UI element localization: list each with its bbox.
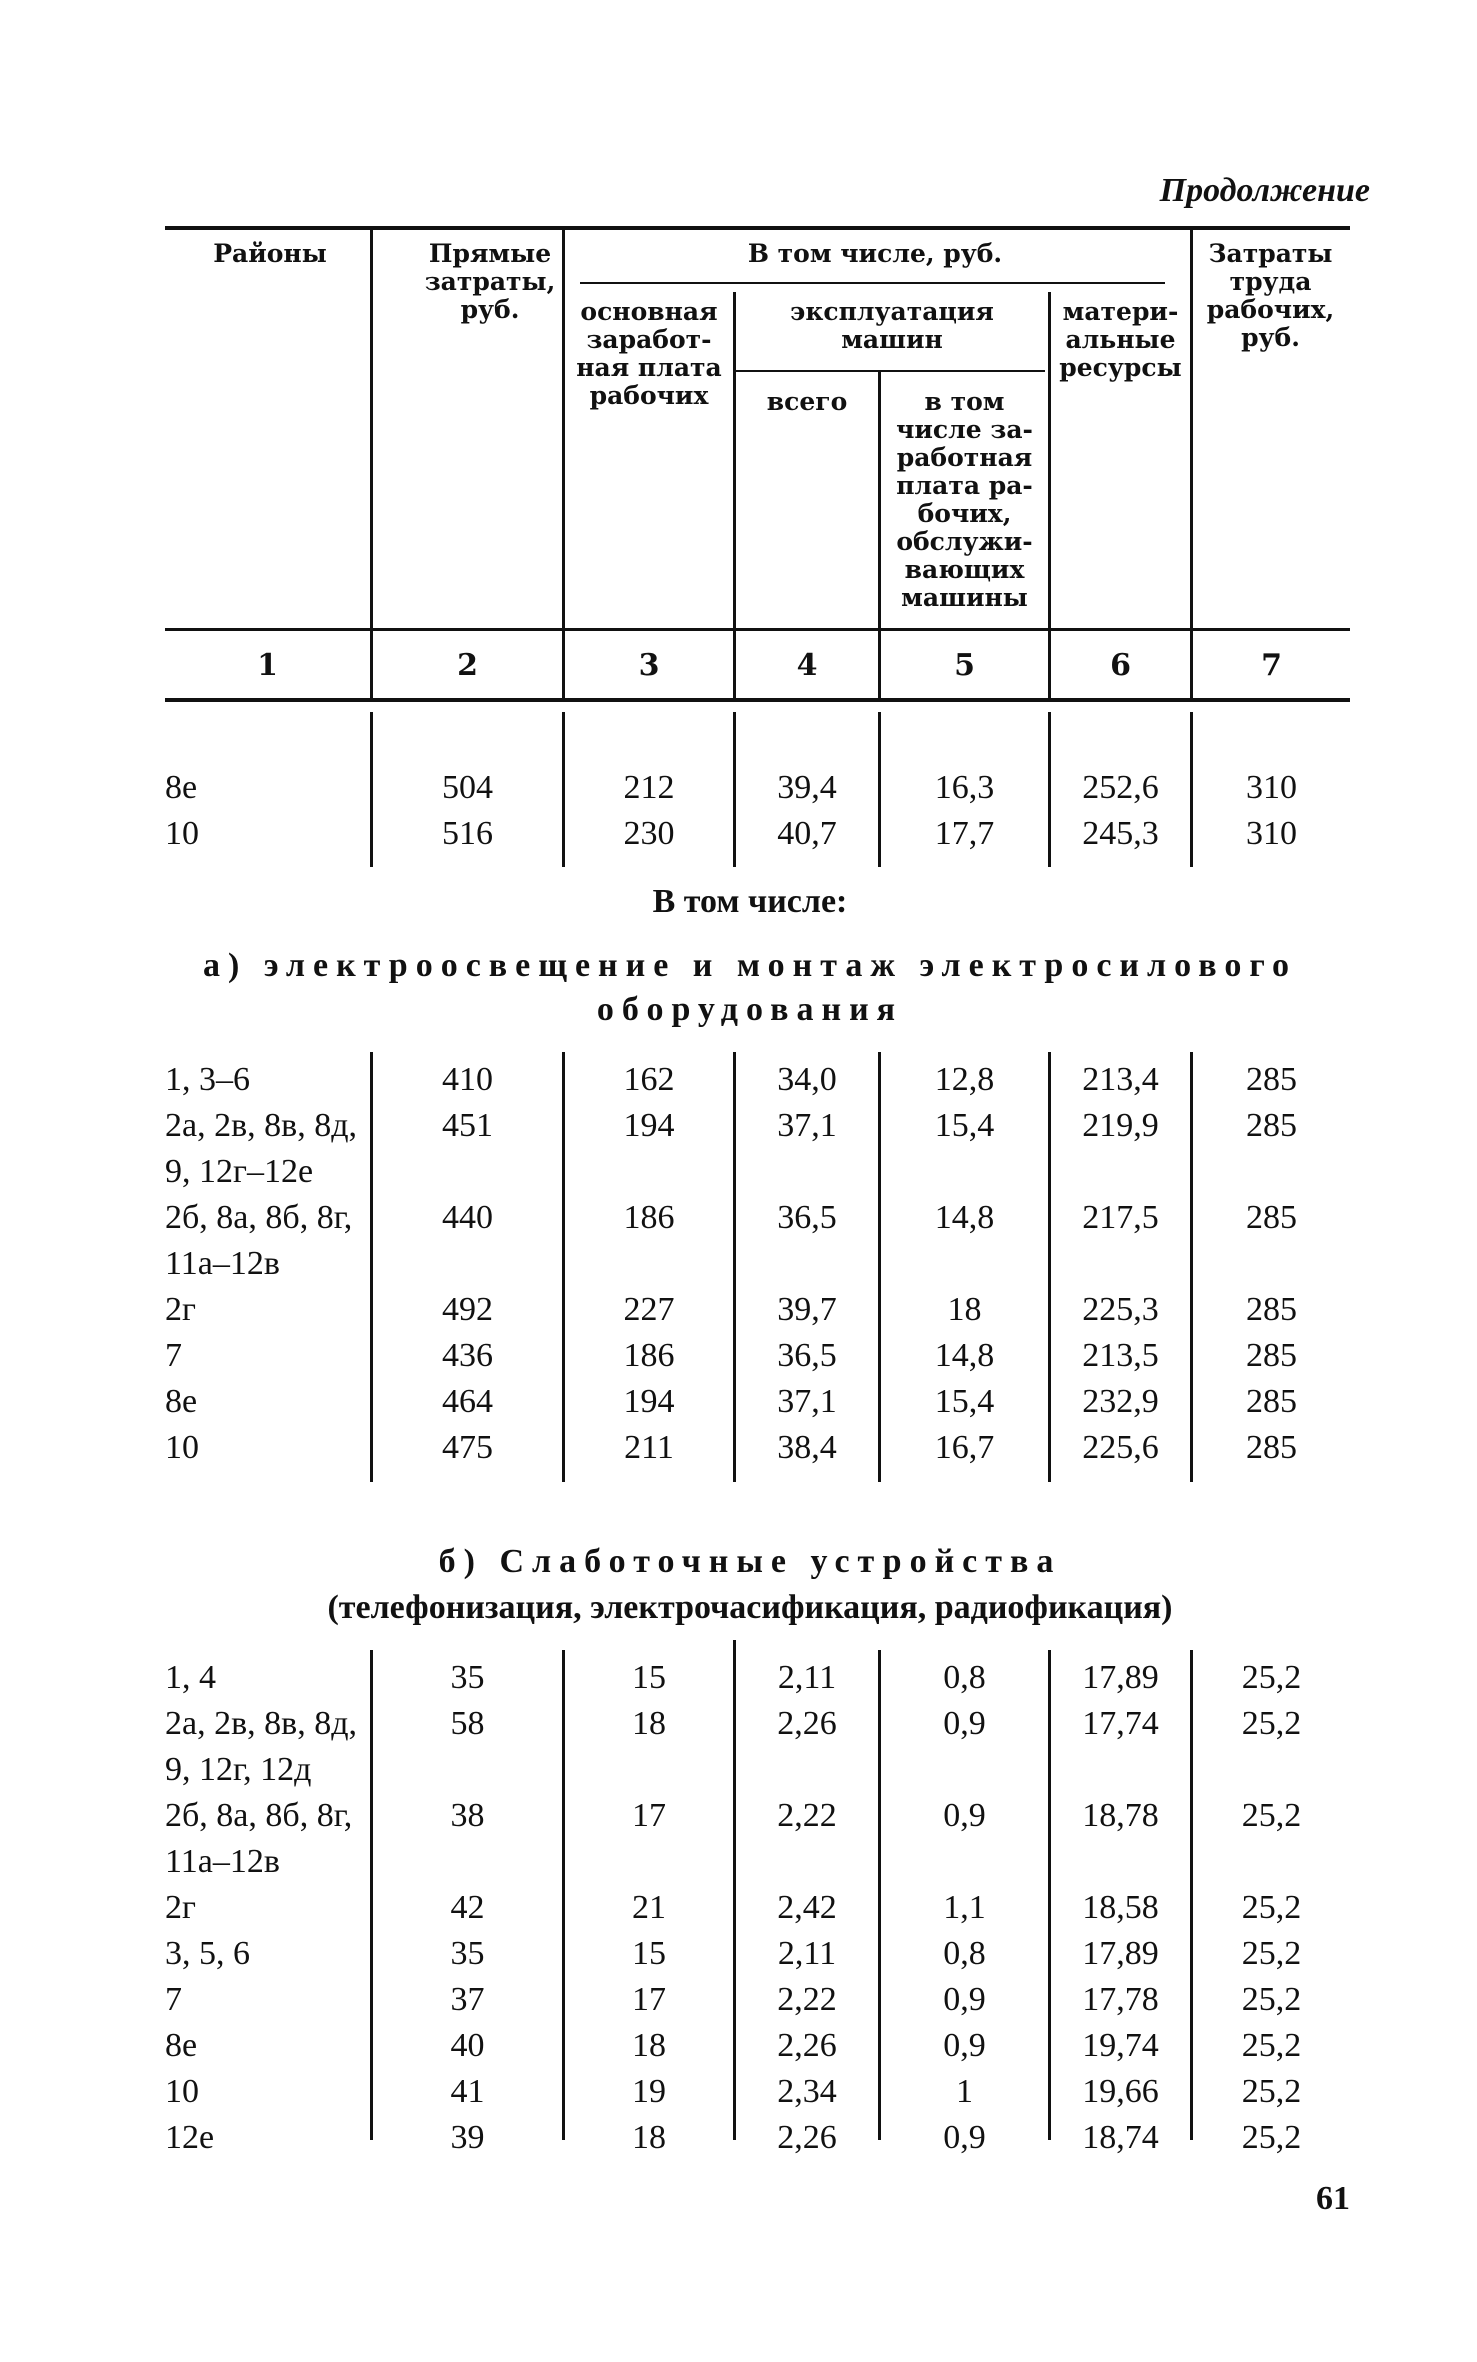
col-number-3: 3 bbox=[638, 648, 660, 683]
header-col-5: в том числе за- работная плата ра- бочих, обслужи- вающих машины bbox=[896, 387, 1033, 612]
header-group: В том числе, руб. bbox=[747, 239, 1003, 268]
b-row-5-col-6: 18,58 bbox=[1082, 1889, 1159, 1926]
b-row-8-col-5: 0,9 bbox=[943, 2027, 986, 2064]
a-row-5-col-5: 18 bbox=[947, 1291, 982, 1328]
b-row-9-col-3: 19 bbox=[632, 2073, 666, 2110]
a-row-8-col-3: 211 bbox=[624, 1429, 674, 1466]
b-row-9-col-4: 2,34 bbox=[777, 2073, 837, 2110]
b-row-5-col-4: 2,42 bbox=[777, 1889, 837, 1926]
b-row-7-col-5: 0,9 bbox=[943, 1981, 986, 2018]
a-row-3-col-3: 186 bbox=[623, 1199, 675, 1236]
a-row-6-col-3: 186 bbox=[623, 1337, 675, 1374]
a-row-1-col-1: 2а, 2в, 8в, 8д, bbox=[165, 1107, 357, 1144]
top-row-0-col-7: 310 bbox=[1246, 769, 1297, 806]
col-number-2: 2 bbox=[457, 648, 478, 683]
header-divider-1 bbox=[370, 228, 373, 700]
b-row-10-col-5: 0,9 bbox=[943, 2119, 986, 2156]
a-row-8-col-4: 38,4 bbox=[777, 1429, 837, 1466]
b-row-0-col-2: 35 bbox=[450, 1659, 485, 1696]
a-row-8-col-1: 10 bbox=[165, 1429, 199, 1466]
b-row-7-col-6: 17,78 bbox=[1082, 1981, 1159, 2018]
a-row-7-col-1: 8е bbox=[165, 1383, 198, 1420]
b-row-3-col-1: 2б, 8а, 8б, 8г, bbox=[165, 1797, 353, 1834]
b-row-3-col-4: 2,22 bbox=[777, 1797, 837, 1834]
top-row-0-col-4: 39,4 bbox=[777, 769, 837, 806]
b-row-7-col-4: 2,22 bbox=[777, 1981, 837, 2018]
subtitle: В том числе: bbox=[652, 883, 848, 920]
a-row-6-col-5: 14,8 bbox=[934, 1337, 995, 1374]
a-row-0-col-4: 34,0 bbox=[777, 1061, 837, 1098]
b-row-1-col-4: 2,26 bbox=[777, 1705, 837, 1742]
b-row-5-col-3: 21 bbox=[632, 1889, 666, 1926]
numbers-bottom-rule bbox=[165, 698, 1350, 702]
b-row-8-col-6: 19,74 bbox=[1082, 2027, 1159, 2064]
a-row-2-col-1: 9, 12г–12е bbox=[165, 1153, 314, 1190]
a-row-1-col-2: 451 bbox=[442, 1107, 493, 1144]
a-row-7-col-7: 285 bbox=[1246, 1383, 1297, 1420]
b-row-6-col-7: 25,2 bbox=[1241, 1935, 1302, 1972]
b-row-5-col-2: 42 bbox=[450, 1889, 485, 1926]
top-row-1-col-5: 17,7 bbox=[934, 815, 995, 852]
b-row-8-col-3: 18 bbox=[632, 2027, 666, 2064]
a-row-0-col-2: 410 bbox=[442, 1061, 493, 1098]
b-row-8-col-1: 8е bbox=[165, 2027, 198, 2064]
a-row-5-col-6: 225,3 bbox=[1082, 1291, 1159, 1328]
b-row-10-col-1: 12е bbox=[165, 2119, 215, 2156]
a-row-8-col-7: 285 bbox=[1246, 1429, 1297, 1466]
b-row-8-col-7: 25,2 bbox=[1241, 2027, 1302, 2064]
a-row-6-col-1: 7 bbox=[165, 1337, 182, 1374]
a-row-0-col-1: 1, 3–6 bbox=[165, 1061, 250, 1098]
a-row-7-col-4: 37,1 bbox=[777, 1383, 837, 1420]
b-row-9-col-5: 1 bbox=[956, 2073, 973, 2110]
a-row-1-col-5: 15,4 bbox=[934, 1107, 995, 1144]
b-row-1-col-6: 17,74 bbox=[1082, 1705, 1159, 1742]
a-row-1-col-4: 37,1 bbox=[777, 1107, 837, 1144]
header-machines-group: эксплуатация машин bbox=[790, 297, 994, 354]
top-row-1-col-7: 310 bbox=[1246, 815, 1297, 852]
a-row-8-col-2: 475 bbox=[442, 1429, 493, 1466]
top-row-1-col-2: 516 bbox=[442, 815, 493, 852]
a-row-3-col-2: 440 bbox=[442, 1199, 493, 1236]
b-row-5-col-7: 25,2 bbox=[1241, 1889, 1302, 1926]
a-row-5-col-3: 227 bbox=[623, 1291, 675, 1328]
top-row-0-col-1: 8е bbox=[165, 769, 198, 806]
a-row-6-col-6: 213,5 bbox=[1082, 1337, 1159, 1374]
b-row-6-col-3: 15 bbox=[632, 1935, 666, 1972]
b-row-3-col-6: 18,78 bbox=[1082, 1797, 1159, 1834]
b-row-6-col-1: 3, 5, 6 bbox=[165, 1935, 250, 1972]
b-row-1-col-3: 18 bbox=[632, 1705, 666, 1742]
b-row-9-col-7: 25,2 bbox=[1241, 2073, 1302, 2110]
b-row-9-col-2: 41 bbox=[450, 2073, 485, 2110]
a-row-7-col-3: 194 bbox=[623, 1383, 675, 1420]
b-row-7-col-3: 17 bbox=[632, 1981, 666, 2018]
top-row-1-col-6: 245,3 bbox=[1082, 815, 1159, 852]
b-row-9-col-1: 10 bbox=[165, 2073, 199, 2110]
a-row-8-col-5: 16,7 bbox=[934, 1429, 995, 1466]
b-row-3-col-2: 38 bbox=[450, 1797, 485, 1834]
b-row-1-col-7: 25,2 bbox=[1241, 1705, 1302, 1742]
header-col-2: Прямые затраты, руб. bbox=[424, 239, 556, 324]
b-row-3-col-3: 17 bbox=[632, 1797, 666, 1834]
b-row-7-col-1: 7 bbox=[165, 1981, 182, 2018]
a-row-3-col-4: 36,5 bbox=[777, 1199, 837, 1236]
a-row-1-col-7: 285 bbox=[1246, 1107, 1297, 1144]
col-number-4: 4 bbox=[796, 648, 818, 683]
a-row-5-col-1: 2г bbox=[165, 1291, 196, 1328]
a-row-5-col-2: 492 bbox=[442, 1291, 493, 1328]
b-row-0-col-1: 1, 4 bbox=[165, 1659, 216, 1696]
top-row-1-col-4: 40,7 bbox=[777, 815, 837, 852]
b-row-6-col-4: 2,11 bbox=[777, 1935, 837, 1972]
a-row-6-col-7: 285 bbox=[1246, 1337, 1297, 1374]
a-row-8-col-6: 225,6 bbox=[1082, 1429, 1159, 1466]
b-row-1-col-1: 2а, 2в, 8в, 8д, bbox=[165, 1705, 357, 1742]
b-row-5-col-1: 2г bbox=[165, 1889, 196, 1926]
section-a-title-line2: оборудования bbox=[596, 991, 904, 1028]
b-row-9-col-6: 19,66 bbox=[1082, 2073, 1159, 2110]
header-col-1: Районы bbox=[213, 239, 327, 268]
b-row-7-col-7: 25,2 bbox=[1241, 1981, 1302, 2018]
b-row-1-col-2: 58 bbox=[450, 1705, 485, 1742]
b-row-0-col-3: 15 bbox=[632, 1659, 666, 1696]
b-row-3-col-7: 25,2 bbox=[1241, 1797, 1302, 1834]
b-row-3-col-5: 0,9 bbox=[943, 1797, 986, 1834]
a-row-0-col-7: 285 bbox=[1246, 1061, 1297, 1098]
b-row-0-col-5: 0,8 bbox=[943, 1659, 986, 1696]
a-row-7-col-2: 464 bbox=[442, 1383, 493, 1420]
a-row-6-col-2: 436 bbox=[442, 1337, 493, 1374]
b-row-10-col-4: 2,26 bbox=[777, 2119, 837, 2156]
b-row-6-col-5: 0,8 bbox=[943, 1935, 986, 1972]
section-b-title-line2: (телефонизация, электрочасификация, радиофикация) bbox=[327, 1589, 1173, 1626]
b-row-0-col-4: 2,11 bbox=[777, 1659, 837, 1696]
a-row-6-col-4: 36,5 bbox=[777, 1337, 837, 1374]
a-row-3-col-1: 2б, 8а, 8б, 8г, bbox=[165, 1199, 353, 1236]
b-row-0-col-7: 25,2 bbox=[1241, 1659, 1302, 1696]
top-row-0-col-6: 252,6 bbox=[1082, 769, 1159, 806]
header-col-3: основная заработ- ная плата рабочих bbox=[576, 297, 722, 410]
a-row-1-col-3: 194 bbox=[623, 1107, 675, 1144]
col-number-6: 6 bbox=[1110, 648, 1131, 683]
b-row-5-col-5: 1,1 bbox=[943, 1889, 986, 1926]
a-row-3-col-7: 285 bbox=[1246, 1199, 1297, 1236]
header-top-rule bbox=[165, 226, 1350, 230]
header-col-4: всего bbox=[766, 387, 848, 416]
b-row-1-col-5: 0,9 bbox=[943, 1705, 986, 1742]
a-row-0-col-3: 162 bbox=[623, 1061, 675, 1098]
a-row-7-col-5: 15,4 bbox=[934, 1383, 995, 1420]
machines-rule bbox=[735, 370, 1045, 372]
a-row-4-col-1: 11а–12в bbox=[165, 1245, 280, 1282]
b-row-10-col-7: 25,2 bbox=[1241, 2119, 1302, 2156]
section-a-title-line1: а) электроосвещение и монтаж электросилового bbox=[203, 947, 1297, 984]
a-row-3-col-5: 14,8 bbox=[934, 1199, 995, 1236]
col-number-5: 5 bbox=[954, 648, 975, 683]
b-row-10-col-2: 39 bbox=[450, 2119, 485, 2156]
a-row-0-col-5: 12,8 bbox=[934, 1061, 995, 1098]
b-row-4-col-1: 11а–12в bbox=[165, 1843, 280, 1880]
b-row-6-col-2: 35 bbox=[450, 1935, 485, 1972]
a-row-7-col-6: 232,9 bbox=[1082, 1383, 1159, 1420]
b-row-10-col-3: 18 bbox=[632, 2119, 666, 2156]
a-row-0-col-6: 213,4 bbox=[1082, 1061, 1159, 1098]
b-row-8-col-2: 40 bbox=[450, 2027, 485, 2064]
top-row-0-col-2: 504 bbox=[442, 769, 493, 806]
header-bottom-rule bbox=[165, 628, 1350, 631]
group-rule bbox=[580, 282, 1165, 284]
a-row-5-col-7: 285 bbox=[1246, 1291, 1297, 1328]
continuation-label: Продолжение bbox=[1159, 172, 1370, 209]
b-row-2-col-1: 9, 12г, 12д bbox=[165, 1751, 312, 1788]
top-row-1-col-1: 10 bbox=[165, 815, 199, 852]
a-row-3-col-6: 217,5 bbox=[1082, 1199, 1159, 1236]
top-row-0-col-3: 212 bbox=[623, 769, 675, 806]
section-b-title-line1: б) Слаботочные устройства bbox=[438, 1543, 1062, 1580]
top-row-1-col-3: 230 bbox=[623, 815, 675, 852]
col-number-7: 7 bbox=[1261, 648, 1282, 683]
b-row-6-col-6: 17,89 bbox=[1082, 1935, 1159, 1972]
header-col-7: Затраты труда рабочих, руб. bbox=[1206, 239, 1335, 352]
b-row-8-col-4: 2,26 bbox=[777, 2027, 837, 2064]
b-row-0-col-6: 17,89 bbox=[1082, 1659, 1159, 1696]
col-number-1: 1 bbox=[257, 648, 278, 683]
header-col-6: матери- альные ресурсы bbox=[1059, 297, 1182, 382]
b-row-10-col-6: 18,74 bbox=[1082, 2119, 1159, 2156]
page-number: 61 bbox=[1316, 2180, 1350, 2217]
top-row-0-col-5: 16,3 bbox=[934, 769, 995, 806]
a-row-5-col-4: 39,7 bbox=[777, 1291, 837, 1328]
b-row-7-col-2: 37 bbox=[450, 1981, 485, 2018]
a-row-1-col-6: 219,9 bbox=[1082, 1107, 1159, 1144]
